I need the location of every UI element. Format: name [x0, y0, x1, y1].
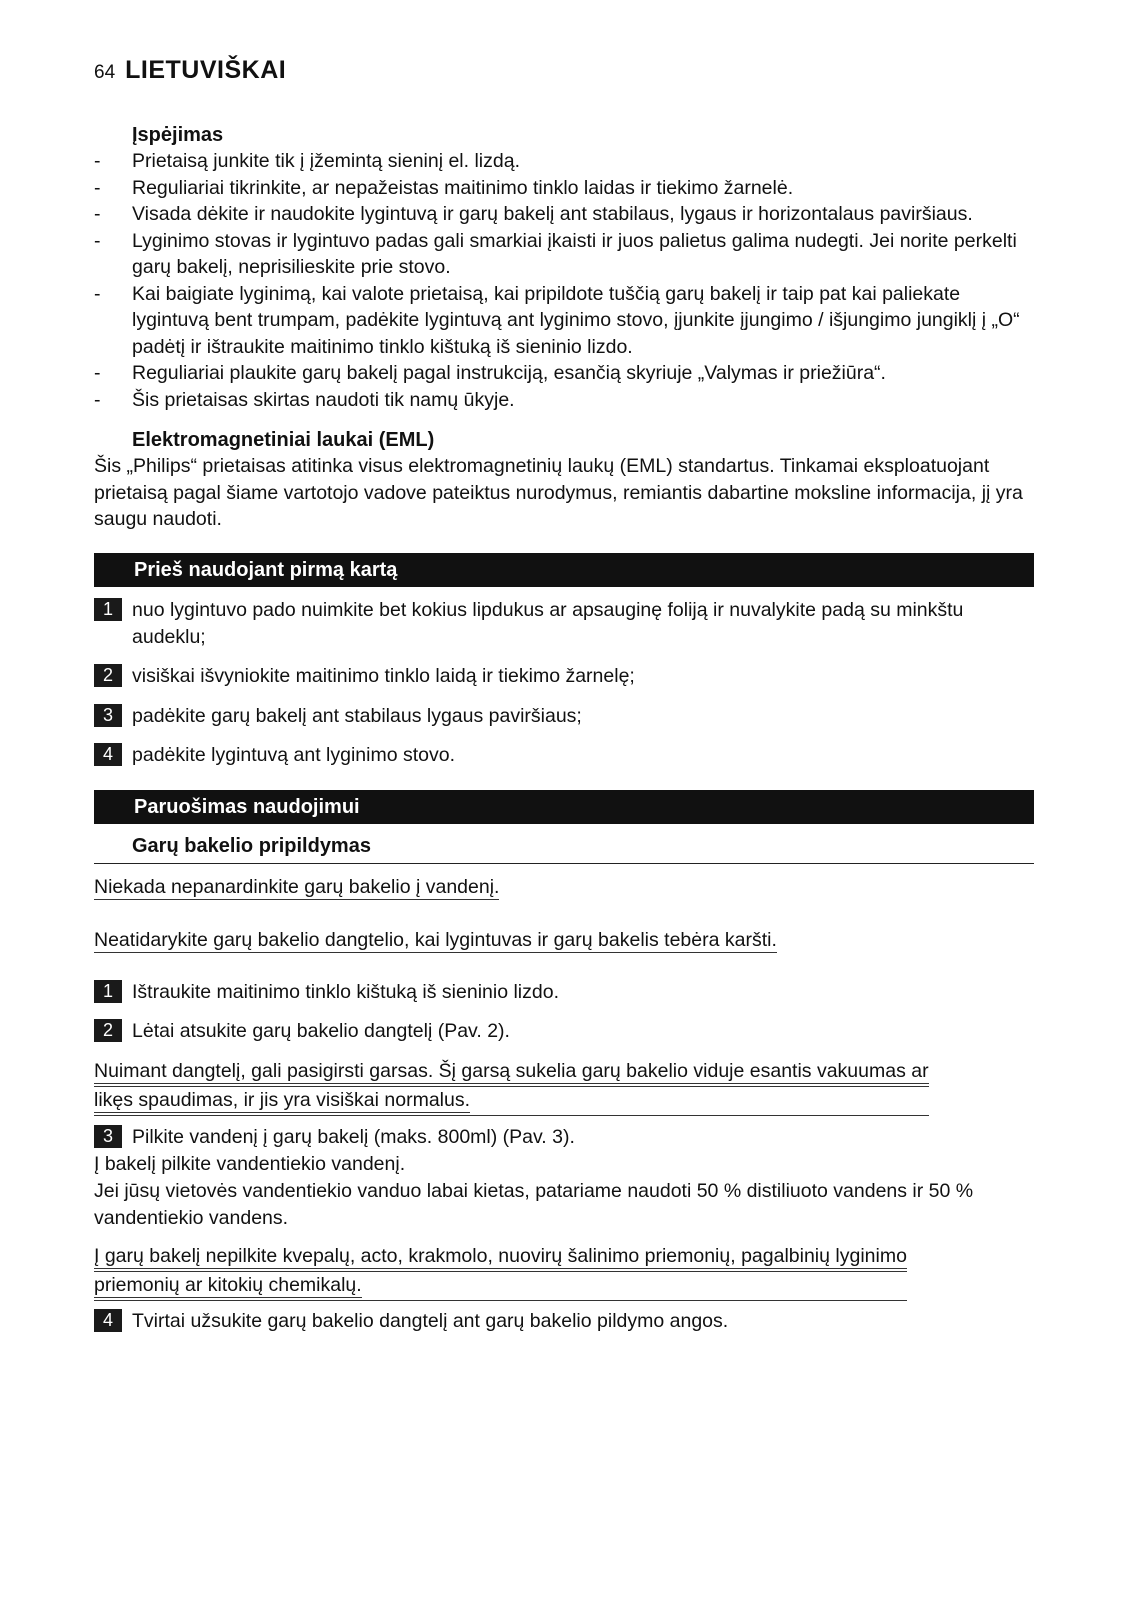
language-title: LIETUVIŠKAI	[125, 56, 287, 84]
warning-text: priemonių ar kitokių chemikalų.	[94, 1274, 362, 1296]
emf-text: Šis „Philips“ prietaisas atitinka visus elektromagnetinių laukų (EML) standartus. Tinkamai eksploatuojant prietaisą pagal šiame vartotojo vadove pateiktus nurodymus, remiantis dabartine moksline informacija, jį yra saugu naudoti.	[94, 455, 1023, 530]
section-title-bar: Prieš naudojant pirmą kartą	[94, 553, 1034, 587]
step-item	[94, 1124, 1034, 1151]
list-item: - Lyginimo stovas ir lygintuvo padas gali smarkiai įkaisti ir juos palietus galima nudegti. Jei norite perkelti garų bakelį, neprisilieskite prie stovo.	[94, 228, 1034, 281]
step-item	[94, 663, 1034, 690]
list-item: - Reguliariai plaukite garų bakelį pagal instrukciją, esančią skyriuje „Valymas ir priežiūra“.	[94, 360, 1034, 387]
warning-note	[94, 874, 499, 901]
list-item: - Visada dėkite ir naudokite lygintuvą ir garų bakelį ant stabilaus, lygaus ir horizontalaus paviršiaus.	[94, 201, 1034, 228]
note-text: Jei jūsų vietovės vandentiekio vanduo labai kietas, patariame naudoti 50 % distiliuoto vandens ir 50 % vandentiekio vandens.	[94, 1180, 974, 1229]
emf-title: Elektromagnetiniai laukai (EML)	[132, 429, 435, 451]
emf-section	[94, 427, 1034, 533]
step-number: 1	[94, 598, 122, 621]
section-title-bar: Paruošimas naudojimui	[94, 790, 1034, 824]
step-text: Tvirtai užsukite garų bakelio dangtelį ant garų bakelio pildymo angos.	[132, 1310, 729, 1332]
step-item	[94, 1018, 1034, 1045]
list-item: - Prietaisą junkite tik į įžemintą sieninį el. lizdą.	[94, 148, 1034, 175]
warning-text: Nuimant dangtelį, gali pasigirsti garsas. Šį garsą sukelia garų bakelio viduje esantis vakuumas ar	[94, 1060, 929, 1082]
warning-note	[94, 1058, 929, 1116]
list-item: - Kai baigiate lyginimą, kai valote prietaisą, kai pripildote tuščią garų bakelį ir taip pat kai paliekate lygintuvą bent trumpam, padėkite lygintuvą ant lyginimo stovo, įjunkite įjungimo / išjungimo jungiklį į „O“ padėtį ir ištraukite maitinimo tinklo kištuką iš sieninio lizdo.	[94, 281, 1034, 361]
page-header	[94, 56, 286, 85]
important-list	[94, 148, 1034, 413]
step-text: nuo lygintuvo pado nuimkite bet kokius lipdukus ar apsauginę foliją ir nuvalykite padą su minkštu audeklu;	[132, 599, 964, 648]
step-item	[94, 597, 1034, 651]
step-item	[94, 742, 1034, 769]
step-number: 2	[94, 1019, 122, 1042]
step-text: padėkite garų bakelį ant stabilaus lygaus paviršiaus;	[132, 705, 582, 727]
warning-text: Niekada nepanardinkite garų bakelio į vandenį.	[94, 876, 500, 898]
note-text: Į bakelį pilkite vandentiekio vandenį.	[94, 1153, 406, 1175]
step-item	[94, 979, 1034, 1006]
step-number: 4	[94, 1309, 122, 1332]
step-text: visiškai išvyniokite maitinimo tinklo laidą ir tiekimo žarnelę;	[132, 665, 635, 687]
important-section	[94, 122, 1034, 413]
important-title: Įspėjimas	[132, 124, 224, 146]
step-number: 2	[94, 664, 122, 687]
step-number: 4	[94, 743, 122, 766]
warning-text: Į garų bakelį nepilkite kvepalų, acto, krakmolo, nuovirų šalinimo priemonių, pagalbinių lyginimo	[94, 1245, 907, 1267]
step-number: 1	[94, 980, 122, 1003]
warning-text: likęs spaudimas, ir jis yra visiškai normalus.	[94, 1089, 471, 1111]
step-text: Pilkite vandenį į garų bakelį (maks. 800ml) (Pav. 3).	[132, 1126, 575, 1148]
step-text: Lėtai atsukite garų bakelio dangtelį (Pav. 2).	[132, 1020, 510, 1042]
warning-note	[94, 1243, 907, 1301]
page-number: 64	[94, 62, 116, 83]
step-number: 3	[94, 1125, 122, 1148]
step-text: Ištraukite maitinimo tinklo kištuką iš sieninio lizdo.	[132, 981, 560, 1003]
subsection-title: Garų bakelio pripildymas	[132, 835, 371, 857]
warning-note	[94, 927, 777, 954]
step-item	[94, 1308, 1034, 1335]
list-item: - Šis prietaisas skirtas naudoti tik namų ūkyje.	[94, 387, 1034, 414]
step-item	[94, 703, 1034, 730]
warning-text: Neatidarykite garų bakelio dangtelio, kai lygintuvas ir garų bakelis tebėra karšti.	[94, 929, 777, 951]
list-item: - Reguliariai tikrinkite, ar nepažeistas maitinimo tinklo laidas ir tiekimo žarnelė.	[94, 175, 1034, 202]
step-number: 3	[94, 704, 122, 727]
step-text: padėkite lygintuvą ant lyginimo stovo.	[132, 744, 456, 766]
subsection-heading	[94, 833, 1034, 864]
